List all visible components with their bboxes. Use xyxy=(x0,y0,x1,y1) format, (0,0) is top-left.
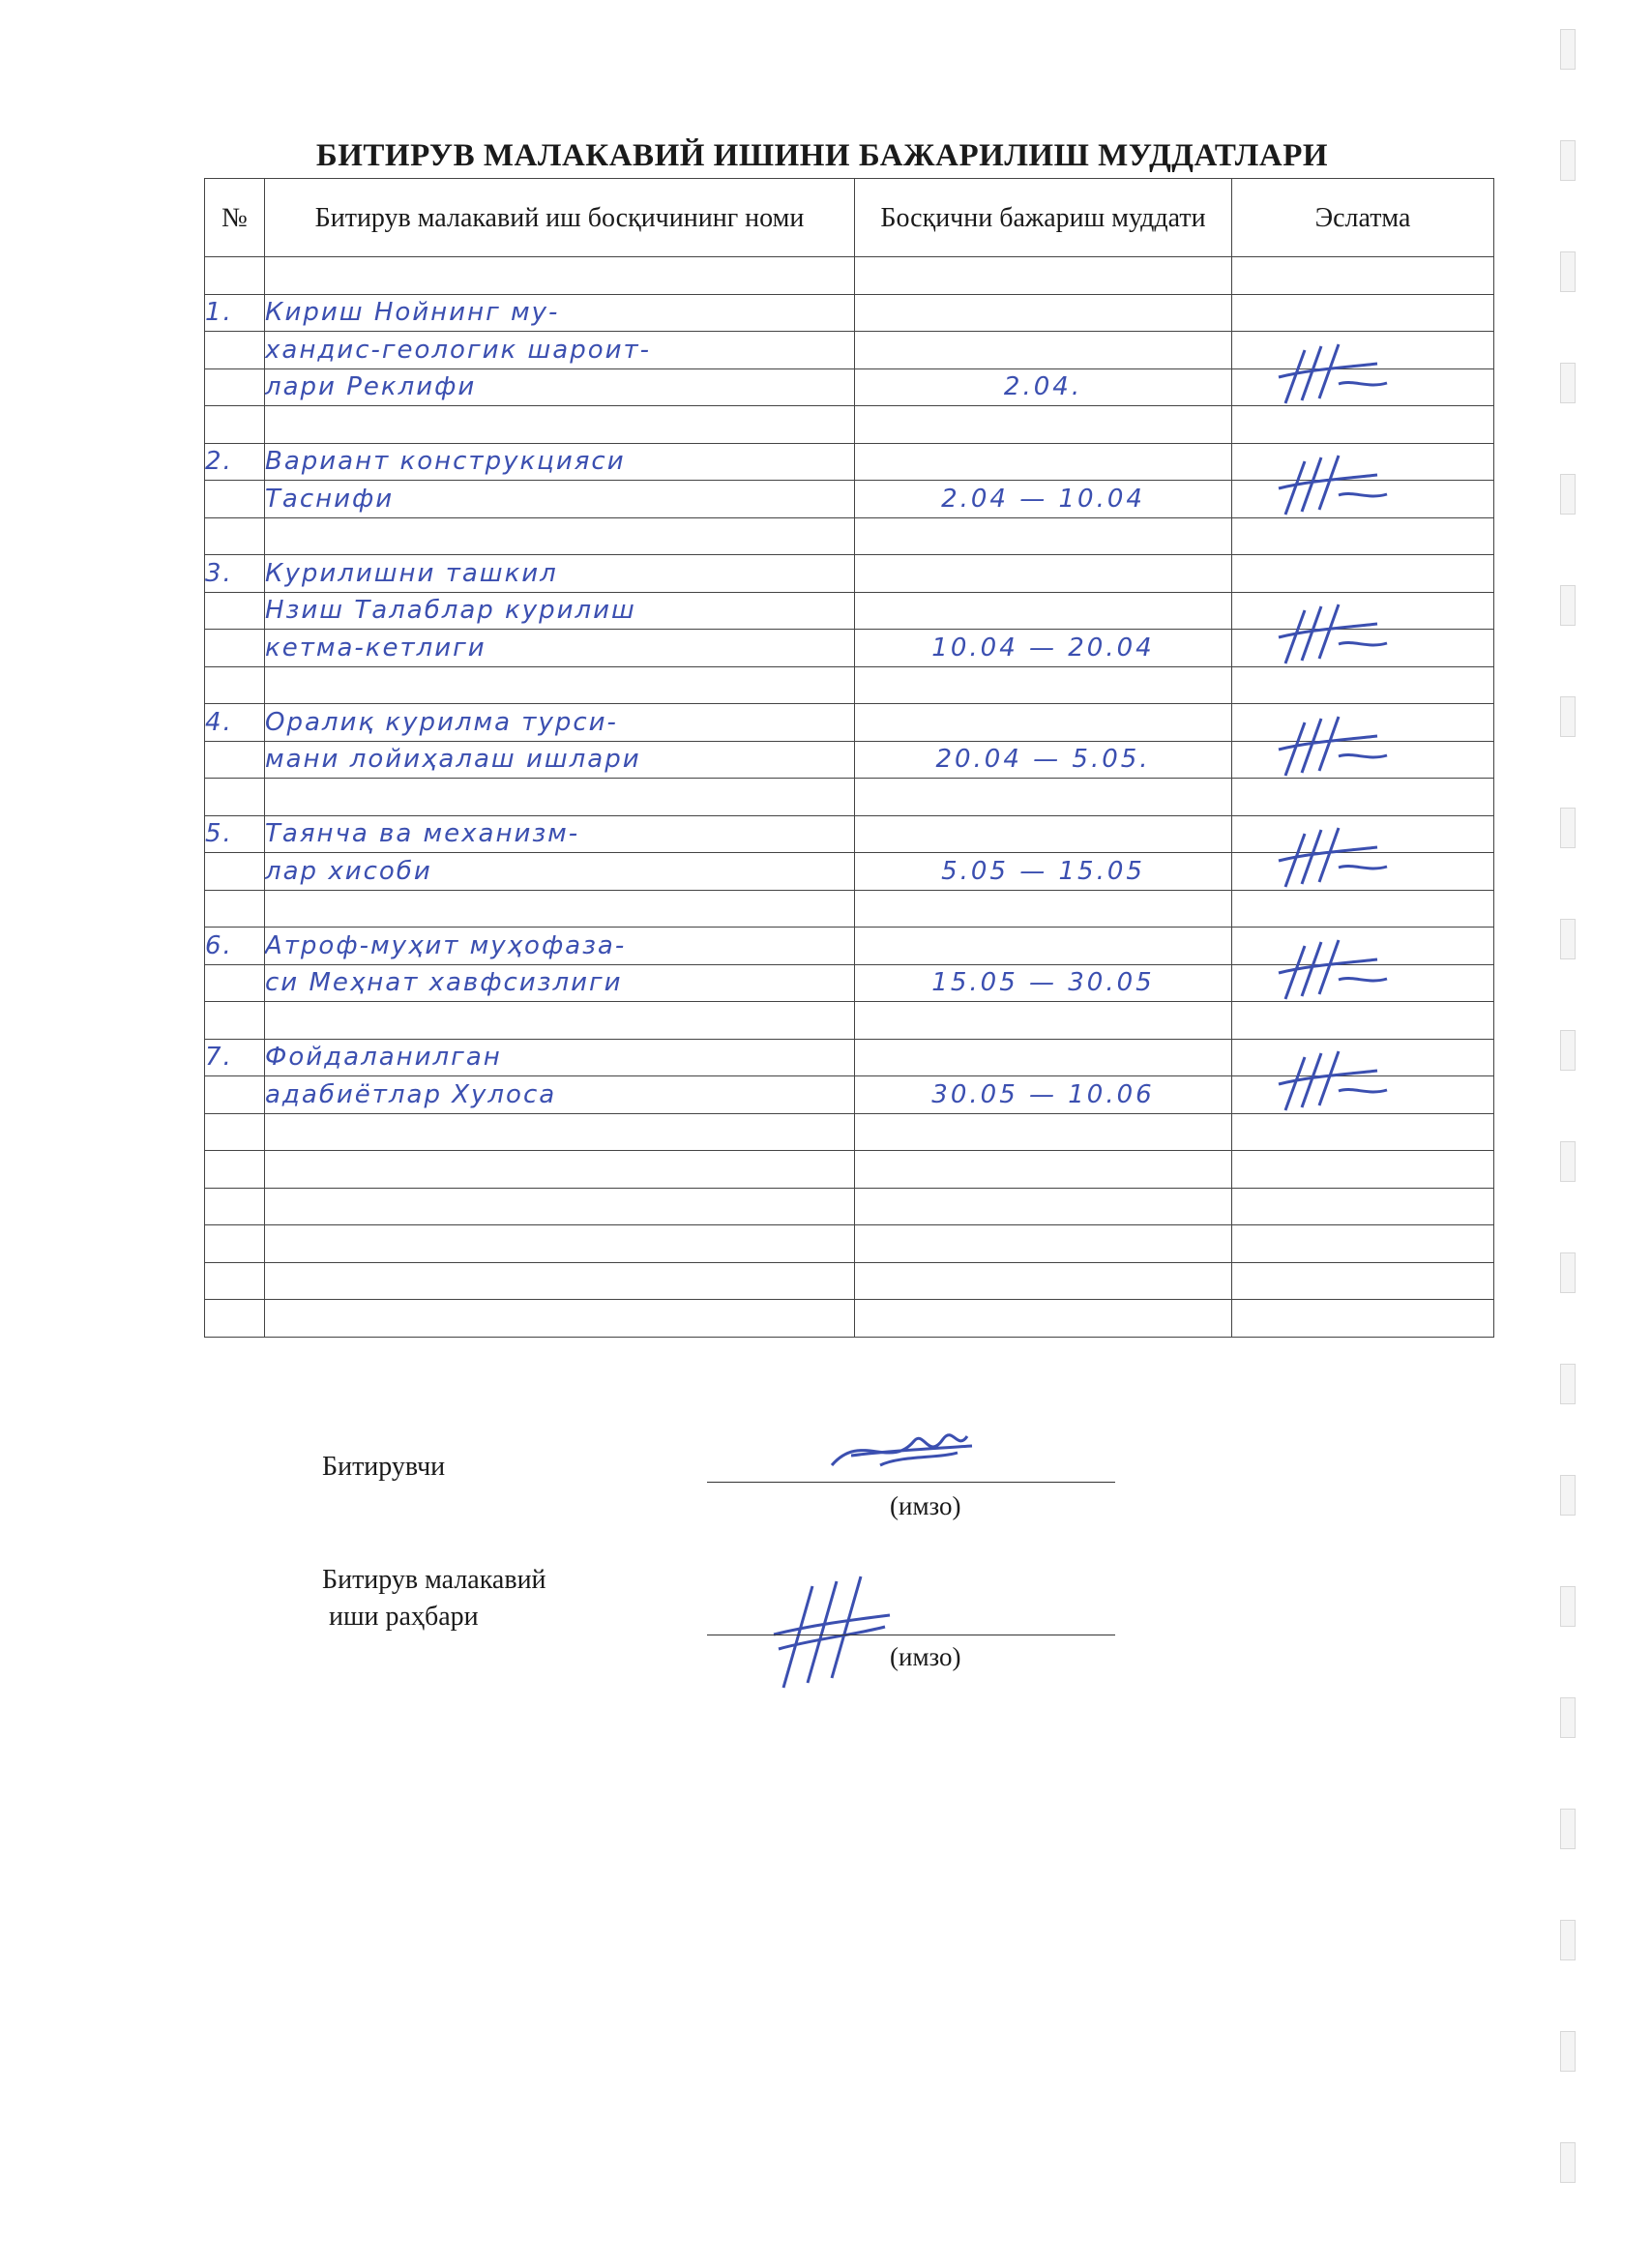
row-stage-cell: Вариант конструкцияси xyxy=(265,443,855,481)
table-row xyxy=(205,741,1494,779)
supervisor-initials-signature xyxy=(1271,1047,1397,1115)
row-note-cell xyxy=(1232,1151,1494,1189)
row-note-cell xyxy=(1232,964,1494,1002)
row-stage-cell xyxy=(265,1262,855,1300)
supervisor-initials-signature xyxy=(1271,824,1397,892)
row-number-cell xyxy=(205,481,265,518)
row-number-cell: 4. xyxy=(205,704,265,742)
row-stage-cell: Атроф-муҳит муҳофаза- xyxy=(265,928,855,965)
page-title: БИТИРУВ МАЛАКАВИЙ ИШИНИ БАЖАРИЛИШ МУДДАТЛАРИ xyxy=(315,138,1329,173)
row-deadline-cell xyxy=(855,443,1232,481)
table-row xyxy=(205,853,1494,891)
table-header-row xyxy=(205,179,1494,257)
header-stage-name: Битирув малакавий иш босқичининг номи xyxy=(265,179,855,257)
row-number-cell: 2. xyxy=(205,443,265,481)
row-number-cell xyxy=(205,890,265,928)
row-deadline-cell xyxy=(855,294,1232,332)
row-note-cell xyxy=(1232,257,1494,295)
row-stage-cell xyxy=(265,779,855,816)
binding-hole-mark xyxy=(1560,2031,1576,2072)
row-number-cell xyxy=(205,779,265,816)
row-note-cell xyxy=(1232,1002,1494,1040)
row-number-cell: 7. xyxy=(205,1039,265,1076)
row-note-cell xyxy=(1232,890,1494,928)
table-row xyxy=(205,555,1494,593)
row-note-cell xyxy=(1232,1225,1494,1263)
row-stage-cell xyxy=(265,1113,855,1151)
schedule-rows xyxy=(205,257,1494,1338)
binding-hole-mark xyxy=(1560,1364,1576,1404)
header-deadline: Босқични бажариш муддати xyxy=(855,179,1232,257)
row-note-cell xyxy=(1232,1113,1494,1151)
row-deadline-cell xyxy=(855,928,1232,965)
header-number: № xyxy=(205,179,265,257)
row-stage-cell: Таянча ва механизм- xyxy=(265,815,855,853)
binding-hole-mark xyxy=(1560,696,1576,737)
row-stage-cell xyxy=(265,1188,855,1225)
row-deadline-cell: 10.04 — 20.04 xyxy=(855,630,1232,667)
row-deadline-cell xyxy=(855,555,1232,593)
row-note-cell xyxy=(1232,666,1494,704)
row-number-cell xyxy=(205,666,265,704)
supervisor-signature-caption: (имзо) xyxy=(890,1642,961,1671)
supervisor-initials-signature xyxy=(1271,713,1397,781)
row-note-cell xyxy=(1232,1076,1494,1114)
row-deadline-cell: 2.04 — 10.04 xyxy=(855,481,1232,518)
row-deadline-cell xyxy=(855,1300,1232,1338)
table-row xyxy=(205,406,1494,444)
binding-hole-mark xyxy=(1560,585,1576,626)
row-deadline-cell: 15.05 — 30.05 xyxy=(855,964,1232,1002)
graduate-signature-line xyxy=(707,1482,1115,1483)
row-note-cell xyxy=(1232,1188,1494,1225)
schedule-table xyxy=(204,178,1494,1338)
binding-hole-mark xyxy=(1560,29,1576,70)
table-row xyxy=(205,1002,1494,1040)
binding-hole-mark xyxy=(1560,1697,1576,1738)
row-note-cell xyxy=(1232,630,1494,667)
row-note-cell xyxy=(1232,779,1494,816)
row-stage-cell: кетма-кетлиги xyxy=(265,630,855,667)
row-note-cell xyxy=(1232,1262,1494,1300)
row-note-cell xyxy=(1232,741,1494,779)
row-number-cell xyxy=(205,368,265,406)
row-number-cell xyxy=(205,1262,265,1300)
table-row xyxy=(205,517,1494,555)
row-stage-cell xyxy=(265,1225,855,1263)
supervisor-initials-signature xyxy=(1271,340,1397,408)
binding-hole-mark xyxy=(1560,251,1576,292)
row-note-cell xyxy=(1232,1300,1494,1338)
table-row xyxy=(205,779,1494,816)
binding-hole-mark xyxy=(1560,1475,1576,1516)
row-number-cell xyxy=(205,257,265,295)
row-stage-cell: лар хисоби xyxy=(265,853,855,891)
binding-hole-mark xyxy=(1560,2142,1576,2183)
supervisor-label-line2: иши раҳбари xyxy=(329,1602,479,1632)
row-stage-cell: Фойдаланилган xyxy=(265,1039,855,1076)
row-deadline-cell xyxy=(855,1188,1232,1225)
row-note-cell xyxy=(1232,481,1494,518)
row-number-cell xyxy=(205,1113,265,1151)
table-row xyxy=(205,964,1494,1002)
supervisor-signature xyxy=(764,1567,899,1693)
row-stage-cell xyxy=(265,666,855,704)
binding-hole-mark xyxy=(1560,1809,1576,1849)
row-number-cell: 6. xyxy=(205,928,265,965)
row-note-cell xyxy=(1232,555,1494,593)
table-row xyxy=(205,1076,1494,1114)
row-stage-cell: мани лойиҳалаш ишлари xyxy=(265,741,855,779)
row-number-cell: 3. xyxy=(205,555,265,593)
row-number-cell xyxy=(205,406,265,444)
binding-hole-mark xyxy=(1560,808,1576,848)
row-deadline-cell xyxy=(855,1262,1232,1300)
row-deadline-cell: 2.04. xyxy=(855,368,1232,406)
supervisor-label-line1: Битирув малакавий xyxy=(322,1565,546,1595)
binding-hole-mark xyxy=(1560,363,1576,403)
row-note-cell xyxy=(1232,294,1494,332)
row-number-cell xyxy=(205,630,265,667)
row-deadline-cell xyxy=(855,592,1232,630)
table-row xyxy=(205,1262,1494,1300)
row-deadline-cell xyxy=(855,815,1232,853)
table-row xyxy=(205,666,1494,704)
row-deadline-cell: 30.05 — 10.06 xyxy=(855,1076,1232,1114)
table-row xyxy=(205,481,1494,518)
binding-hole-mark xyxy=(1560,919,1576,959)
row-stage-cell: Таснифи xyxy=(265,481,855,518)
table-row xyxy=(205,1300,1494,1338)
row-note-cell xyxy=(1232,368,1494,406)
row-stage-cell: Курилишни ташкил xyxy=(265,555,855,593)
table-row xyxy=(205,1225,1494,1263)
row-number-cell xyxy=(205,1076,265,1114)
binding-hole-mark xyxy=(1560,474,1576,515)
supervisor-initials-signature xyxy=(1271,452,1397,519)
row-number-cell xyxy=(205,964,265,1002)
row-number-cell xyxy=(205,1188,265,1225)
supervisor-initials-signature xyxy=(1271,936,1397,1004)
row-note-cell xyxy=(1232,853,1494,891)
row-stage-cell xyxy=(265,1300,855,1338)
graduate-signature xyxy=(822,1412,977,1489)
table-row xyxy=(205,1113,1494,1151)
row-number-cell xyxy=(205,517,265,555)
table-row xyxy=(205,294,1494,332)
row-number-cell xyxy=(205,332,265,369)
table-row xyxy=(205,1151,1494,1189)
row-number-cell xyxy=(205,853,265,891)
binding-hole-mark xyxy=(1560,1920,1576,1960)
binding-hole-mark xyxy=(1560,1252,1576,1293)
row-stage-cell xyxy=(265,406,855,444)
row-stage-cell xyxy=(265,1151,855,1189)
row-number-cell xyxy=(205,1300,265,1338)
row-number-cell xyxy=(205,1225,265,1263)
row-deadline-cell xyxy=(855,517,1232,555)
graduate-signature-caption: (имзо) xyxy=(890,1491,961,1520)
graduate-label: Битирувчи xyxy=(322,1452,446,1482)
table-row xyxy=(205,1188,1494,1225)
row-stage-cell xyxy=(265,1002,855,1040)
binding-hole-mark xyxy=(1560,1030,1576,1071)
binding-hole-mark xyxy=(1560,1141,1576,1182)
row-stage-cell: Нзиш Талаблар курилиш xyxy=(265,592,855,630)
row-number-cell xyxy=(205,1002,265,1040)
row-deadline-cell: 5.05 — 15.05 xyxy=(855,853,1232,891)
row-stage-cell: адабиётлар Хулоса xyxy=(265,1076,855,1114)
row-stage-cell: Оралиқ курилма турси- xyxy=(265,704,855,742)
row-deadline-cell xyxy=(855,1225,1232,1263)
row-number-cell xyxy=(205,741,265,779)
row-number-cell xyxy=(205,592,265,630)
row-deadline-cell xyxy=(855,1113,1232,1151)
row-stage-cell: си Меҳнат хавфсизлиги xyxy=(265,964,855,1002)
binding-hole-mark xyxy=(1560,1586,1576,1627)
row-deadline-cell xyxy=(855,704,1232,742)
row-deadline-cell xyxy=(855,779,1232,816)
row-deadline-cell xyxy=(855,1151,1232,1189)
row-note-cell xyxy=(1232,406,1494,444)
row-number-cell: 5. xyxy=(205,815,265,853)
row-deadline-cell: 20.04 — 5.05. xyxy=(855,741,1232,779)
supervisor-initials-signature xyxy=(1271,601,1397,668)
row-stage-cell xyxy=(265,517,855,555)
row-stage-cell: лари Реклифи xyxy=(265,368,855,406)
row-number-cell: 1. xyxy=(205,294,265,332)
row-deadline-cell xyxy=(855,406,1232,444)
binding-hole-mark xyxy=(1560,140,1576,181)
row-stage-cell: Кириш Нойнинг му- xyxy=(265,294,855,332)
row-number-cell xyxy=(205,1151,265,1189)
row-stage-cell xyxy=(265,257,855,295)
row-note-cell xyxy=(1232,517,1494,555)
row-deadline-cell xyxy=(855,666,1232,704)
table-row xyxy=(205,368,1494,406)
row-deadline-cell xyxy=(855,890,1232,928)
table-row xyxy=(205,630,1494,667)
row-stage-cell xyxy=(265,890,855,928)
row-stage-cell: хандис-геологик шароит- xyxy=(265,332,855,369)
row-deadline-cell xyxy=(855,1039,1232,1076)
row-deadline-cell xyxy=(855,1002,1232,1040)
table-row xyxy=(205,890,1494,928)
row-deadline-cell xyxy=(855,257,1232,295)
row-deadline-cell xyxy=(855,332,1232,369)
table-row xyxy=(205,257,1494,295)
header-note: Эслатма xyxy=(1232,179,1494,257)
